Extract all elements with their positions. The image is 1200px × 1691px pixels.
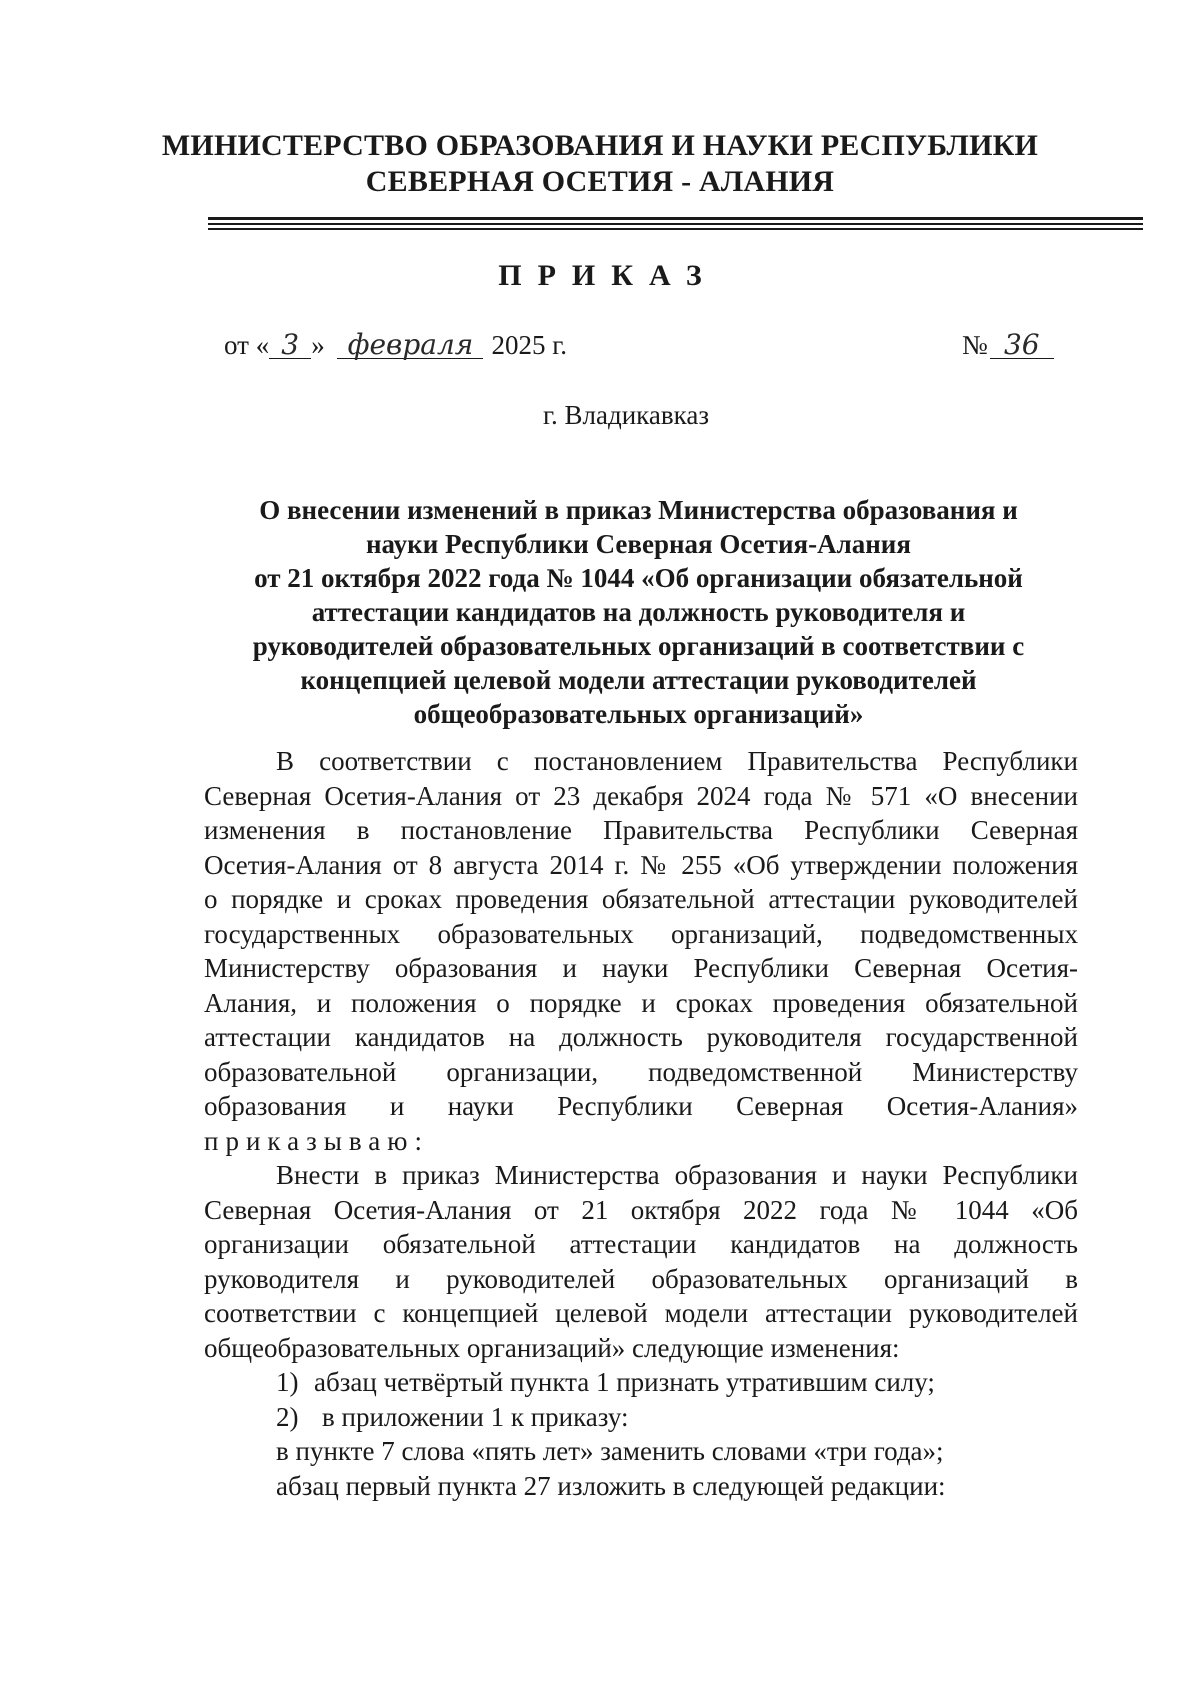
body-line: изменения в постановление Правительства Республики Северная [204, 815, 1078, 845]
body-line: организации обязательной аттестации кандидатов на должность [204, 1229, 1078, 1259]
body-line: соответствии с концепцией целевой модели аттестации руководителей [204, 1298, 1078, 1328]
body-line: Министерству образования и науки Республики Северная Осетия- [204, 953, 1078, 983]
list-item-number: 2) [276, 1401, 299, 1432]
date-month-handwritten: февраля [337, 332, 483, 359]
body-line: образования и науки Республики Северная Осетия-Алания» [204, 1091, 1078, 1121]
ministry-line-1: МИНИСТЕРСТВО ОБРАЗОВАНИЯ И НАУКИ РЕСПУБЛИКИ [161, 129, 1039, 162]
subject-line: науки Республики Северная Осетия-Алания [366, 529, 911, 559]
body-line: руководителя и руководителей образовательных организаций в [204, 1263, 1078, 1294]
body-line: абзац первый пункта 27 изложить в следующей редакции: [276, 1470, 946, 1501]
subject-line: концепцией целевой модели аттестации руководителей [300, 665, 977, 695]
subject-line: от 21 октября 2022 года № 1044 «Об организации обязательной [254, 563, 1023, 593]
document-title: ПРИКАЗ [498, 259, 718, 292]
subject-line: аттестации кандидатов на должность руководителя и [311, 597, 966, 627]
body-line: о порядке и сроках проведения обязательной аттестации руководителей [204, 884, 1078, 914]
body-line: Осетия-Алания от 8 августа 2014 г. № 255 «Об утверждении положения [204, 849, 1078, 880]
header-divider-bottom [208, 228, 1143, 230]
number-label: № [962, 330, 988, 360]
date-mid: » [311, 330, 325, 360]
body-line: государственных образовательных организаций, подведомственных [204, 918, 1078, 949]
body-line: В соответствии с постановлением Правительства Республики [276, 746, 1078, 776]
body-line: аттестации кандидатов на должность руководителя государственной [204, 1022, 1078, 1052]
list-item [204, 1400, 1078, 1435]
date-year: 2025 г. [491, 330, 567, 360]
list-item-text: в приложении 1 к приказу: [322, 1401, 629, 1432]
ministry-header [0, 128, 1200, 200]
ministry-line-2: СЕВЕРНАЯ ОСЕТИЯ - АЛАНИЯ [365, 165, 835, 198]
body-line: Алания, и положения о порядке и сроках проведения обязательной [204, 987, 1078, 1018]
order-number [962, 330, 1054, 361]
header-divider-top [208, 217, 1143, 220]
number-value-handwritten: 36 [990, 332, 1054, 359]
list-item [204, 1365, 1078, 1400]
body-line: Северная Осетия-Алания от 21 октября 2022 года № 1044 «Об [204, 1194, 1078, 1225]
body-line: Внести в приказ Министерства образования и науки Республики [276, 1160, 1078, 1190]
date-day-handwritten: 3 [269, 332, 311, 359]
subject-line: общеобразовательных организаций» [413, 699, 864, 729]
subject-line: О внесении изменений в приказ Министерства образования и [259, 495, 1018, 525]
order-date [224, 330, 567, 361]
body-line: в пункте 7 слова «пять лет» заменить словами «три года»; [276, 1436, 944, 1466]
body-line: общеобразовательных организаций» следующие изменения: [204, 1332, 900, 1363]
header-divider-middle [208, 223, 1143, 225]
body-line: Северная Осетия-Алания от 23 декабря 2024 года № 571 «О внесении [204, 780, 1078, 811]
list-item-number: 1) [276, 1367, 299, 1397]
order-directive: приказываю: [204, 1125, 429, 1156]
subject-line: руководителей образовательных организаций в соответствии с [252, 631, 1025, 661]
order-subject [196, 493, 1081, 731]
city: г. Владикавказ [543, 400, 709, 430]
body-line: образовательной организации, подведомственной Министерству [204, 1056, 1078, 1087]
date-prefix: от « [224, 330, 270, 360]
list-item-text: абзац четвёртый пункта 1 признать утратившим силу; [314, 1367, 935, 1397]
order-body [204, 744, 1078, 1503]
